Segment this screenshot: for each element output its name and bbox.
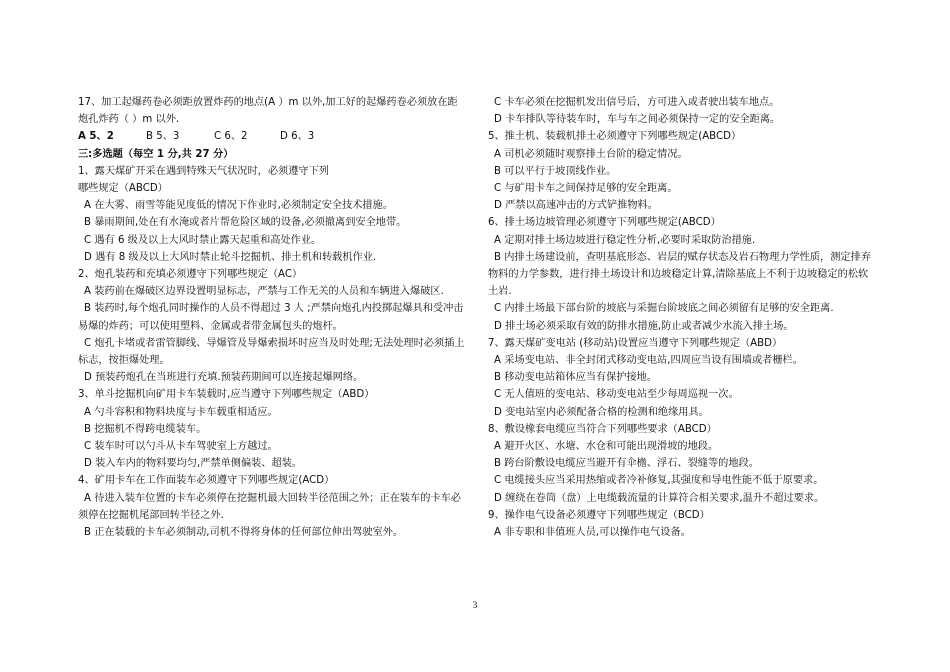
q1-option-b: B 暴雨期间,处在有水淹或者片帮危险区域的设备,必须撤离到安全地带。 (84, 217, 407, 229)
q9-stem: 9、操作电气设备必须遵守下列哪些规定（BCD） (488, 509, 710, 521)
q7-option-c: C 无人值班的变电站、移动变电站至少每周巡视一次。 (494, 389, 739, 401)
q3-stem: 3、单斗挖掘机向矿用卡车装载时,应当遵守下列哪些规定（ABD） (78, 389, 375, 401)
q8-option-b: B 跨台阶敷设电缆应当避开有伞檐、浮石、裂缝等的地段。 (494, 458, 759, 470)
q3-option-b: B 挖掘机不得跨电缆装车。 (84, 423, 207, 435)
q2-option-c-line-2: 标志，按拒爆处理。 (78, 355, 170, 367)
q2-stem: 2、炮孔装药和充填必须遵守下列哪些规定（AC） (78, 269, 303, 281)
q6-option-d: D 排土场必须采取有效的防排水措施,防止或者减少水流入排土场。 (494, 320, 794, 332)
q1-line-2: 哪些规定（ABCD） (78, 183, 168, 195)
q2-option-d: D 预装药炮孔在当班进行充填.预装药期间可以连接起爆网络。 (84, 372, 364, 384)
q1-line-1: 1、露天煤矿开采在遇到特殊天气状况时，必须遵守下列 (78, 165, 329, 177)
q7-option-b: B 移动变电站箱体应当有保护接地。 (494, 372, 658, 384)
q1-option-a: A 在大雾、雨雪等能见度低的情况下作业时,必须制定安全技术措施。 (84, 200, 393, 212)
section-title: 三:多选题（每空 1 分,共 27 分） (78, 148, 234, 160)
q3-option-d: D 装入车内的物料要均匀,严禁单侧偏装、超装。 (84, 458, 303, 470)
q8-option-c: C 电缆接头应当采用热缩或者冷补修复,其强度和导电性能不低于原要求。 (494, 475, 824, 487)
q2-option-b-line-2: 易爆的炸药；可以使用塑料、金属或者带金属包头的炮杆。 (78, 320, 343, 332)
left-column (78, 94, 470, 541)
q6-option-a: A 定期对排土场边坡进行稳定性分析,必要时采取防治措施. (494, 234, 756, 246)
q5-option-b: B 可以平行于坡顶线作业。 (494, 165, 617, 177)
q17-choice-d: D 6、3 (280, 131, 315, 143)
q5-option-a: A 司机必须随时观察排土台阶的稳定情况。 (494, 148, 688, 160)
q17-choice-c: C 6、2 (214, 131, 248, 143)
q8-stem: 8、敷设橡套电缆应当符合下列哪些要求（ABCD） (488, 423, 717, 435)
q4-option-d: D 卡车排队等待装车时，车与车之间必须保持一定的安全距离。 (494, 114, 781, 126)
q17-answer-choices (78, 128, 470, 145)
q4-option-a-line-1: A 待进入装车位置的卡车必须停在挖掘机最大回转半径范围之外；正在装车的卡车必 (84, 492, 461, 504)
q3-option-a: A 勺斗容积和物料块度与卡车载重相适应。 (84, 406, 278, 418)
q7-option-d: D 变电站室内必须配备合格的检测和绝缘用具。 (494, 406, 709, 418)
q6-option-b-line-3: 土岩. (488, 286, 512, 298)
right-column (488, 94, 880, 541)
q8-option-d: D 缠绕在卷筒（盘）上电缆载流量的计算符合相关要求,温升不超过要求。 (494, 492, 825, 504)
q3-option-c: C 装车时可以勺斗从卡车驾驶室上方越过。 (84, 441, 278, 453)
q2-option-c-line-1: C 炮孔卡堵或者雷管脚线、导爆管及导爆索损坏时应当及时处理;无法处理时必须插上 (84, 337, 465, 349)
q2-option-b-line-1: B 装药时,每个炮孔同时操作的人员不得超过 3 人 ;严禁向炮孔内投掷起爆具和受冲击 (84, 303, 464, 315)
q7-option-a: A 采场变电站、非全封闭式移动变电站,四周应当设有围墙或者栅栏。 (494, 355, 803, 367)
q4-option-c: C 卡车必须在挖掘机发出信号后，方可进入或者驶出装车地点。 (494, 97, 780, 108)
q1-option-c: C 遇有 6 级及以上大风时禁止露天起重和高处作业。 (84, 234, 322, 246)
q17-choice-b: B 5、3 (146, 131, 180, 143)
q5-option-c: C 与矿用卡车之间保持足够的安全距离。 (494, 183, 678, 195)
q5-stem: 5、推土机、装载机排土必须遵守下列哪些规定(ABCD） (488, 131, 742, 143)
q7-stem: 7、露天煤矿变电站 (移动站)设置应当遵守下列哪些规定（ABD） (488, 337, 783, 349)
q2-option-a: A 装药前在爆破区边界设置明显标志，严禁与工作无关的人员和车辆进入爆破区. (84, 286, 444, 298)
q4-stem: 4、矿用卡车在工作面装车必须遵守下列哪些规定(ACD） (78, 475, 335, 487)
q6-stem: 6、排土场边坡管理必须遵守下列哪些规定(ABCD） (488, 217, 721, 229)
q6-option-b-line-1: B 内排土场建设前，查明基底形态、岩层的赋存状态及岩石物理力学性质，测定排弃 (494, 251, 871, 263)
q4-option-b: B 正在装载的卡车必须制动,司机不得将身体的任何部位伸出驾驶室外。 (84, 527, 404, 539)
q6-option-b-line-2: 物料的力学参数，进行排土场设计和边坡稳定计算,清除基底上不利于边坡稳定的松软 (488, 269, 869, 281)
q17-line-2: 炮孔炸药（ ）m 以外. (78, 114, 180, 126)
q17-choice-a: A 5、2 (78, 131, 114, 143)
q5-option-d: D 严禁以高速冲击的方式铲推物料。 (494, 200, 658, 212)
page-number: 3 (472, 600, 478, 610)
q4-option-a-line-2: 须停在挖掘机尾部回转半径之外. (78, 509, 224, 521)
q9-option-a: A 非专职和非值班人员,可以操作电气设备。 (494, 527, 691, 539)
q17-line-1: 17、加工起爆药卷必须距放置炸药的地点(A ）m 以外,加工好的起爆药卷必须放在距 (78, 97, 458, 108)
q1-option-d: D 遇有 8 级及以上大风时禁止轮斗挖掘机、排土机和转载机作业. (84, 251, 377, 263)
q6-option-c: C 内排土场最下部台阶的坡底与采掘台阶坡底之间必须留有足够的安全距离. (494, 303, 834, 315)
q8-option-a: A 避开火区、水塘、水仓和可能出现滑坡的地段。 (494, 441, 719, 453)
